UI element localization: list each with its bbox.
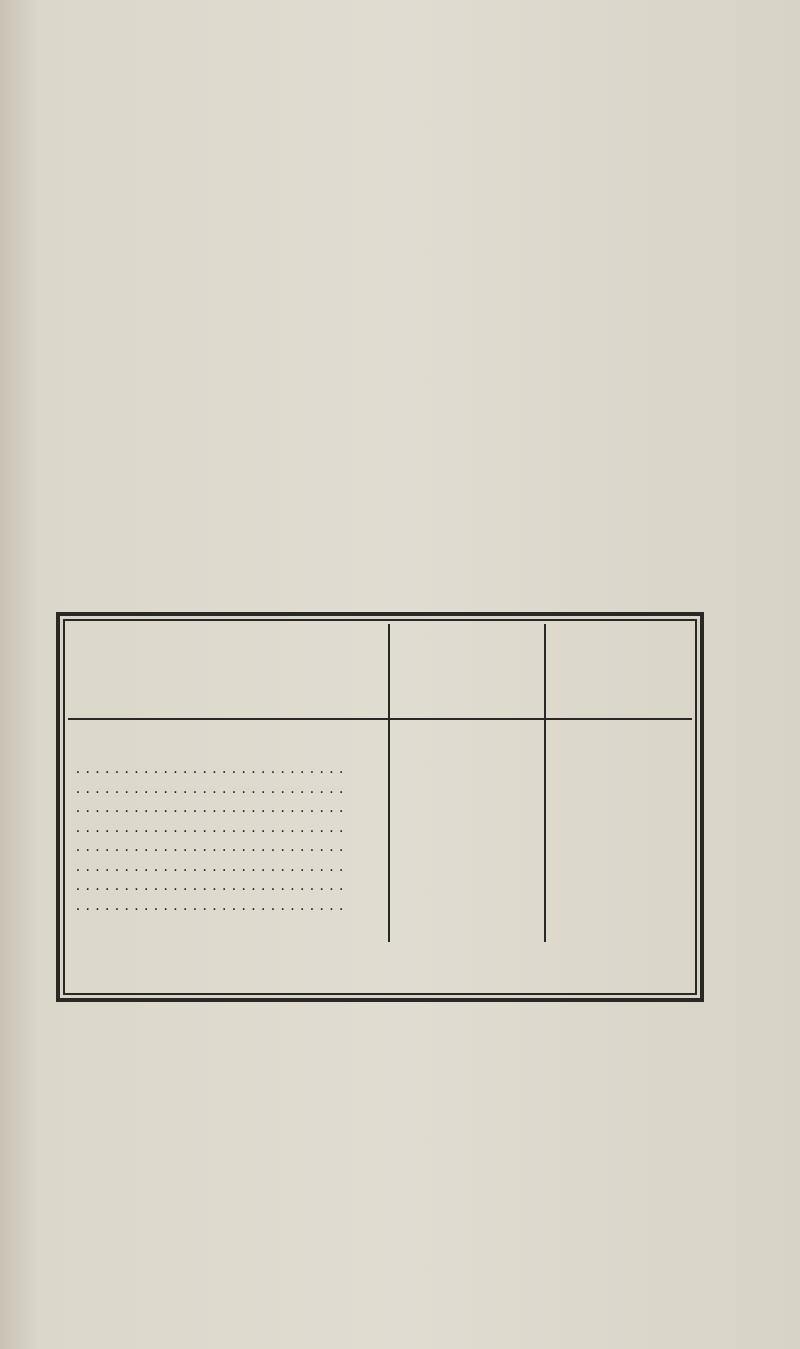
table-body [76, 760, 700, 916]
row-substance [76, 819, 380, 837]
row-substance [76, 838, 380, 856]
row-substance [76, 877, 380, 895]
row-substance [76, 799, 380, 817]
table-row [76, 858, 700, 878]
row-substance [76, 760, 380, 778]
table-row [76, 838, 700, 858]
row-substance [76, 897, 380, 915]
row-substance [76, 780, 380, 798]
table-header-rule [68, 718, 692, 720]
table-row [76, 760, 700, 780]
page-header [56, 62, 708, 98]
table-row [76, 877, 700, 897]
table-row [76, 897, 700, 917]
table-row [76, 819, 700, 839]
analysis-table [56, 612, 704, 1002]
table-row [76, 799, 700, 819]
row-substance [76, 858, 380, 876]
table-row [76, 780, 700, 800]
